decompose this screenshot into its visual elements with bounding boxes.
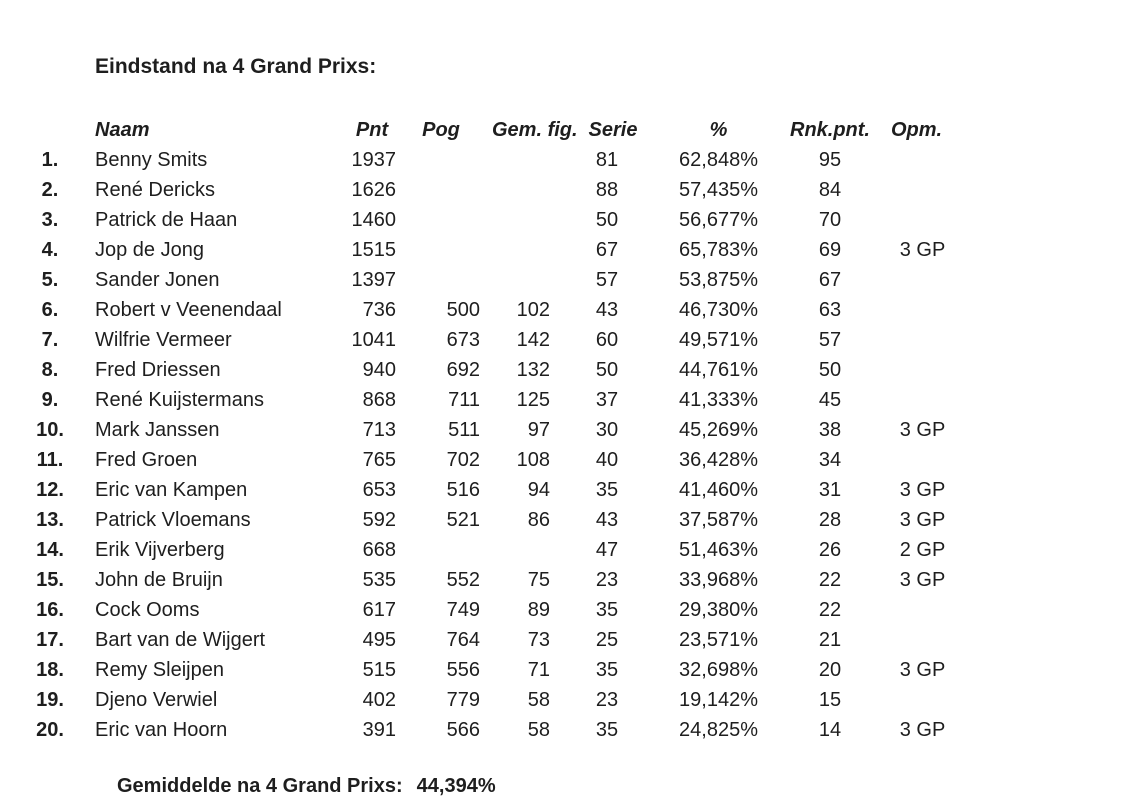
serie-cell: 37 [595,388,619,411]
footer-value: 44,394% [416,775,496,797]
percent-cell: 44,761% [679,358,758,381]
name-cell: John de Bruijn [95,568,223,591]
table-row [20,175,960,205]
rnk-pnt-cell: 31 [818,478,842,501]
table-row [20,475,960,505]
pog-cell: 673 [446,328,480,351]
header-pnt: Pnt [355,118,389,141]
pog-cell: 500 [446,298,480,321]
name-cell: Patrick Vloemans [95,508,251,531]
name-cell: Eric van Kampen [95,478,248,501]
serie-cell: 30 [595,418,619,441]
serie-cell: 57 [595,268,619,291]
pnt-cell: 617 [362,598,396,621]
pnt-cell: 653 [362,478,396,501]
rnk-pnt-cell: 28 [818,508,842,531]
gem-fig-cell: 75 [527,568,550,591]
rnk-pnt-cell: 34 [818,448,842,471]
gem-fig-cell: 132 [516,358,550,381]
serie-cell: 25 [595,628,619,651]
table-row [20,565,960,595]
pnt-cell: 668 [362,538,396,561]
rnk-pnt-cell: 50 [818,358,842,381]
rnk-pnt-cell: 20 [818,658,842,681]
serie-cell: 88 [595,178,619,201]
name-cell: Remy Sleijpen [95,658,224,681]
serie-cell: 43 [595,508,619,531]
rnk-pnt-cell: 45 [818,388,842,411]
rank-cell: 16. [36,598,64,621]
pog-cell: 711 [448,388,480,411]
rank-cell: 9. [41,388,59,411]
serie-cell: 35 [595,478,619,501]
table-row [20,505,960,535]
percent-cell: 23,571% [679,628,758,651]
gem-fig-cell: 97 [527,418,550,441]
rnk-pnt-cell: 84 [818,178,842,201]
percent-cell: 32,698% [679,658,758,681]
percent-cell: 41,333% [679,388,758,411]
percent-cell: 62,848% [679,148,758,171]
name-cell: Patrick de Haan [95,208,238,231]
opm-cell: 3 GP [899,508,946,531]
table-row [20,385,960,415]
percent-cell: 36,428% [679,448,758,471]
pog-cell: 749 [446,598,480,621]
name-cell: Erik Vijverberg [95,538,225,561]
header-pog: Pog [422,118,460,141]
rnk-pnt-cell: 67 [818,268,842,291]
rnk-pnt-cell: 63 [818,298,842,321]
table-row [20,355,960,385]
serie-cell: 60 [595,328,619,351]
gem-fig-cell: 142 [516,328,550,351]
rank-cell: 18. [36,658,64,681]
rank-cell: 19. [36,688,64,711]
rnk-pnt-cell: 57 [818,328,842,351]
table-row [20,205,960,235]
pog-cell: 552 [446,568,480,591]
pnt-cell: 391 [362,718,396,741]
table-row [20,625,960,655]
percent-cell: 51,463% [679,538,758,561]
header-gem-fig: Gem. fig. [492,118,578,141]
rank-cell: 1. [41,148,59,171]
table-row [20,655,960,685]
gem-fig-cell: 73 [527,628,550,651]
name-cell: Robert v Veenendaal [95,298,282,321]
table-row [20,595,960,625]
opm-cell: 3 GP [899,478,946,501]
footer-label: Gemiddelde na 4 Grand Prixs: [117,775,403,797]
rnk-pnt-cell: 22 [818,568,842,591]
rnk-pnt-cell: 26 [818,538,842,561]
gem-fig-cell: 108 [516,448,550,471]
opm-cell: 3 GP [899,568,946,591]
rank-cell: 4. [41,238,59,261]
name-cell: Benny Smits [95,148,208,171]
pog-cell: 779 [446,688,480,711]
gem-fig-cell: 58 [527,718,550,741]
pnt-cell: 713 [362,418,396,441]
serie-cell: 35 [595,598,619,621]
rank-cell: 20. [36,718,64,741]
percent-cell: 19,142% [679,688,758,711]
rnk-pnt-cell: 69 [818,238,842,261]
serie-cell: 81 [595,148,619,171]
percent-cell: 56,677% [679,208,758,231]
pog-cell: 516 [446,478,480,501]
rank-cell: 13. [36,508,64,531]
rank-cell: 3. [41,208,59,231]
rank-cell: 6. [41,298,59,321]
name-cell: Wilfrie Vermeer [95,328,232,351]
gem-fig-cell: 71 [527,658,550,681]
percent-cell: 41,460% [679,478,758,501]
pnt-cell: 402 [362,688,396,711]
rnk-pnt-cell: 38 [818,418,842,441]
rank-cell: 12. [36,478,64,501]
standings-table [20,115,960,745]
pnt-cell: 940 [362,358,396,381]
footer-summary [117,775,496,798]
gem-fig-cell: 58 [527,688,550,711]
table-row [20,685,960,715]
rank-cell: 11. [36,448,64,471]
rnk-pnt-cell: 22 [818,598,842,621]
serie-cell: 40 [595,448,619,471]
percent-cell: 46,730% [679,298,758,321]
table-row [20,715,960,745]
pnt-cell: 1460 [351,208,396,231]
percent-cell: 49,571% [679,328,758,351]
header-naam: Naam [95,118,150,141]
pnt-cell: 868 [362,388,396,411]
percent-cell: 29,380% [679,598,758,621]
pnt-cell: 1515 [351,238,396,261]
rnk-pnt-cell: 14 [818,718,842,741]
pnt-cell: 1397 [351,268,396,291]
table-row [20,325,960,355]
serie-cell: 43 [595,298,619,321]
header-opm: Opm. [890,118,943,141]
name-cell: Mark Janssen [95,418,220,441]
serie-cell: 35 [595,658,619,681]
pnt-cell: 765 [362,448,396,471]
header-serie: Serie [588,118,638,141]
pnt-cell: 1041 [351,328,396,351]
pog-cell: 521 [446,508,480,531]
serie-cell: 35 [595,718,619,741]
rnk-pnt-cell: 70 [818,208,842,231]
pnt-cell: 1626 [351,178,396,201]
pog-cell: 692 [446,358,480,381]
pog-cell: 566 [446,718,480,741]
name-cell: Jop de Jong [95,238,204,261]
gem-fig-cell: 94 [527,478,550,501]
rank-cell: 2. [41,178,59,201]
opm-cell: 3 GP [899,658,946,681]
name-cell: Sander Jonen [95,268,220,291]
rank-cell: 5. [41,268,59,291]
pog-cell: 511 [448,418,480,441]
pnt-cell: 495 [362,628,396,651]
opm-cell: 3 GP [899,418,946,441]
gem-fig-cell: 102 [516,298,550,321]
percent-cell: 45,269% [679,418,758,441]
percent-cell: 57,435% [679,178,758,201]
table-body [20,145,960,745]
table-row [20,415,960,445]
rank-cell: 8. [41,358,59,381]
table-row [20,145,960,175]
serie-cell: 50 [595,358,619,381]
rnk-pnt-cell: 15 [818,688,842,711]
serie-cell: 50 [595,208,619,231]
rnk-pnt-cell: 21 [818,628,842,651]
name-cell: René Dericks [95,178,216,201]
percent-cell: 37,587% [679,508,758,531]
rnk-pnt-cell: 95 [818,148,842,171]
pnt-cell: 535 [362,568,396,591]
gem-fig-cell: 89 [527,598,550,621]
gem-fig-cell: 86 [527,508,550,531]
gem-fig-cell: 125 [516,388,550,411]
pnt-cell: 515 [362,658,396,681]
name-cell: Cock Ooms [95,598,200,621]
table-header-row [20,115,960,145]
pog-cell: 556 [446,658,480,681]
name-cell: Fred Groen [95,448,198,471]
rank-cell: 10. [36,418,64,441]
pog-cell: 702 [446,448,480,471]
percent-cell: 65,783% [679,238,758,261]
pnt-cell: 736 [362,298,396,321]
header-percent: % [709,118,728,141]
pnt-cell: 1937 [351,148,396,171]
name-cell: Bart van de Wijgert [95,628,266,651]
name-cell: Eric van Hoorn [95,718,228,741]
pog-cell: 764 [446,628,480,651]
table-row [20,535,960,565]
percent-cell: 53,875% [679,268,758,291]
table-row [20,295,960,325]
opm-cell: 3 GP [899,718,946,741]
serie-cell: 23 [595,568,619,591]
serie-cell: 67 [595,238,619,261]
rank-cell: 15. [36,568,64,591]
opm-cell: 2 GP [899,538,946,561]
name-cell: Djeno Verwiel [95,688,218,711]
table-row [20,445,960,475]
serie-cell: 47 [595,538,619,561]
pnt-cell: 592 [362,508,396,531]
rank-cell: 17. [36,628,64,651]
name-cell: Fred Driessen [95,358,221,381]
table-row [20,265,960,295]
opm-cell: 3 GP [899,238,946,261]
serie-cell: 23 [595,688,619,711]
name-cell: René Kuijstermans [95,388,264,411]
header-rnk-pnt: Rnk.pnt. [790,118,870,141]
rank-cell: 14. [36,538,64,561]
page-title: Eindstand na 4 Grand Prixs: [95,55,377,78]
rank-cell: 7. [41,328,59,351]
table-row [20,235,960,265]
percent-cell: 24,825% [679,718,758,741]
percent-cell: 33,968% [679,568,758,591]
